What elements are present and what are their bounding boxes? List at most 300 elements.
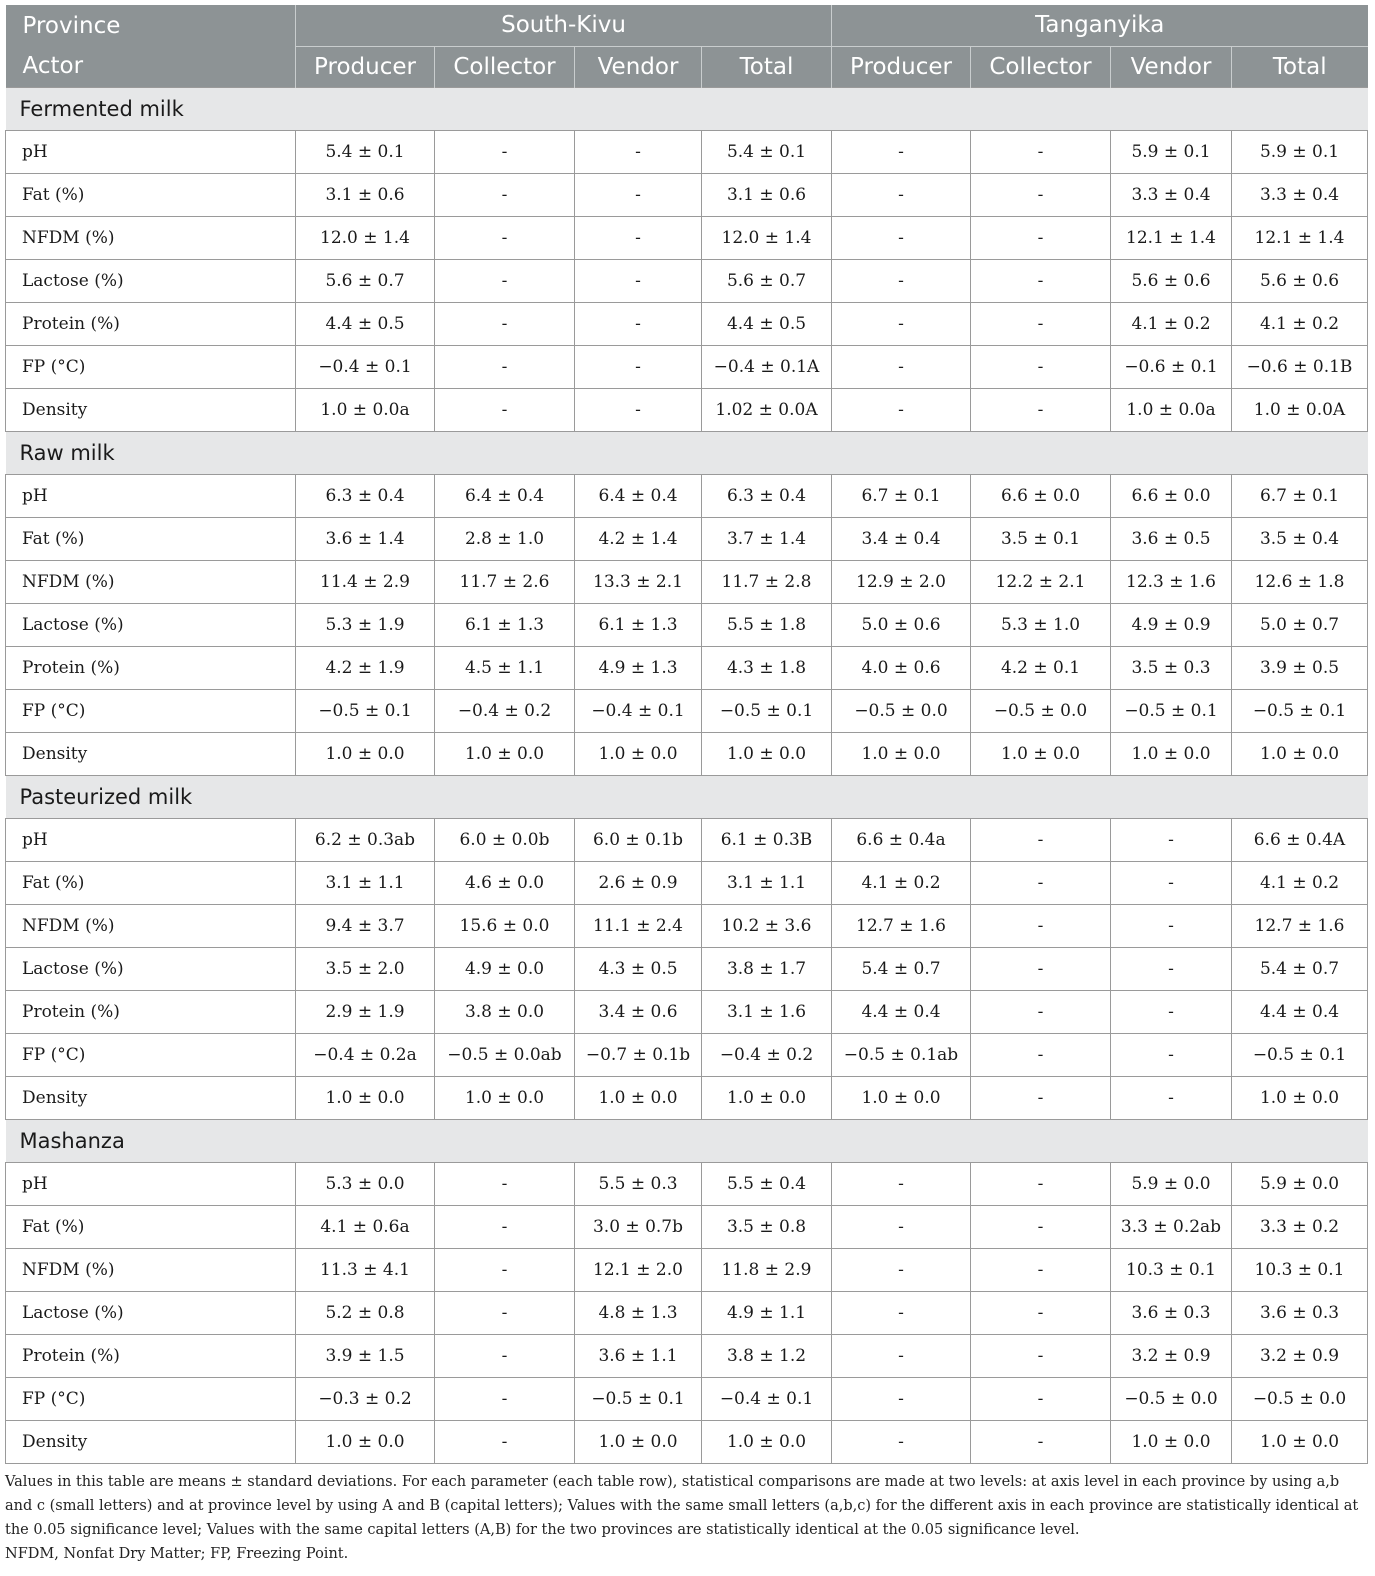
value-cell: 12.1 ± 2.0 xyxy=(575,1248,702,1291)
value-cell: −0.5 ± 0.1 xyxy=(1111,689,1232,732)
value-cell: 1.0 ± 0.0 xyxy=(575,1420,702,1463)
value-cell: - xyxy=(971,947,1111,990)
table-row xyxy=(6,689,1368,732)
value-cell: 1.0 ± 0.0 xyxy=(1232,732,1368,775)
value-cell: 3.7 ± 1.4 xyxy=(702,517,832,560)
parameter-cell: Protein (%) xyxy=(6,990,296,1033)
value-cell: - xyxy=(435,1334,575,1377)
value-cell: - xyxy=(435,388,575,431)
value-cell: 3.3 ± 0.4 xyxy=(1111,173,1232,216)
value-cell: 3.9 ± 1.5 xyxy=(296,1334,435,1377)
section-header-row xyxy=(6,1119,1368,1162)
value-cell: 5.6 ± 0.6 xyxy=(1232,259,1368,302)
value-cell: −0.5 ± 0.1 xyxy=(296,689,435,732)
value-cell: 3.4 ± 0.6 xyxy=(575,990,702,1033)
value-cell: - xyxy=(832,1377,971,1420)
value-cell: 5.9 ± 0.1 xyxy=(1232,130,1368,173)
value-cell: - xyxy=(971,1334,1111,1377)
value-cell: 4.2 ± 0.1 xyxy=(971,646,1111,689)
value-cell: - xyxy=(971,130,1111,173)
value-cell: 5.4 ± 0.1 xyxy=(296,130,435,173)
value-cell: 4.9 ± 1.3 xyxy=(575,646,702,689)
value-cell: 3.5 ± 0.8 xyxy=(702,1205,832,1248)
value-cell: 13.3 ± 2.1 xyxy=(575,560,702,603)
value-cell: 3.1 ± 1.1 xyxy=(296,861,435,904)
value-cell: 3.3 ± 0.2ab xyxy=(1111,1205,1232,1248)
value-cell: - xyxy=(575,302,702,345)
value-cell: - xyxy=(1111,947,1232,990)
value-cell: 1.0 ± 0.0 xyxy=(435,732,575,775)
value-cell: 4.4 ± 0.5 xyxy=(702,302,832,345)
value-cell: 3.5 ± 0.1 xyxy=(971,517,1111,560)
value-cell: 3.1 ± 0.6 xyxy=(702,173,832,216)
milk-quality-table xyxy=(5,5,1368,1464)
value-cell: - xyxy=(971,173,1111,216)
value-cell: −0.5 ± 0.0 xyxy=(1232,1377,1368,1420)
value-cell: 6.1 ± 1.3 xyxy=(435,603,575,646)
value-cell: 3.9 ± 0.5 xyxy=(1232,646,1368,689)
value-cell: 3.4 ± 0.4 xyxy=(832,517,971,560)
section-title: Fermented milk xyxy=(6,87,1368,130)
value-cell: 1.0 ± 0.0A xyxy=(1232,388,1368,431)
parameter-cell: NFDM (%) xyxy=(6,904,296,947)
table-row xyxy=(6,1162,1368,1205)
province-header-row xyxy=(6,5,1368,46)
value-cell: 5.5 ± 0.4 xyxy=(702,1162,832,1205)
value-cell: 5.6 ± 0.7 xyxy=(296,259,435,302)
value-cell: 12.9 ± 2.0 xyxy=(832,560,971,603)
value-cell: - xyxy=(435,1420,575,1463)
value-cell: 12.7 ± 1.6 xyxy=(832,904,971,947)
value-cell: - xyxy=(575,130,702,173)
parameter-cell: Protein (%) xyxy=(6,646,296,689)
parameter-cell: Fat (%) xyxy=(6,517,296,560)
value-cell: −0.5 ± 0.1 xyxy=(1232,689,1368,732)
value-cell: 1.0 ± 0.0 xyxy=(575,732,702,775)
value-cell: −0.5 ± 0.1 xyxy=(702,689,832,732)
value-cell: 12.1 ± 1.4 xyxy=(1232,216,1368,259)
table-row xyxy=(6,947,1368,990)
value-cell: 5.9 ± 0.0 xyxy=(1232,1162,1368,1205)
value-cell: −0.7 ± 0.1b xyxy=(575,1033,702,1076)
value-cell: 5.9 ± 0.1 xyxy=(1111,130,1232,173)
value-cell: - xyxy=(971,302,1111,345)
parameter-cell: NFDM (%) xyxy=(6,216,296,259)
value-cell: 5.4 ± 0.7 xyxy=(832,947,971,990)
value-cell: - xyxy=(971,1291,1111,1334)
parameter-cell: pH xyxy=(6,474,296,517)
value-cell: 5.0 ± 0.7 xyxy=(1232,603,1368,646)
table-row xyxy=(6,818,1368,861)
value-cell: 6.1 ± 1.3 xyxy=(575,603,702,646)
value-cell: 3.1 ± 1.1 xyxy=(702,861,832,904)
value-cell: −0.6 ± 0.1B xyxy=(1232,345,1368,388)
value-cell: 5.5 ± 0.3 xyxy=(575,1162,702,1205)
value-cell: 3.6 ± 0.3 xyxy=(1232,1291,1368,1334)
province-south-kivu: South-Kivu xyxy=(296,5,832,46)
value-cell: 4.0 ± 0.6 xyxy=(832,646,971,689)
value-cell: −0.3 ± 0.2 xyxy=(296,1377,435,1420)
parameter-cell: FP (°C) xyxy=(6,1377,296,1420)
value-cell: −0.6 ± 0.1 xyxy=(1111,345,1232,388)
value-cell: 3.1 ± 1.6 xyxy=(702,990,832,1033)
value-cell: - xyxy=(832,1291,971,1334)
value-cell: 3.8 ± 0.0 xyxy=(435,990,575,1033)
value-cell: 5.4 ± 0.7 xyxy=(1232,947,1368,990)
value-cell: 10.3 ± 0.1 xyxy=(1111,1248,1232,1291)
value-cell: 5.2 ± 0.8 xyxy=(296,1291,435,1334)
value-cell: 6.6 ± 0.0 xyxy=(971,474,1111,517)
value-cell: 6.4 ± 0.4 xyxy=(435,474,575,517)
value-cell: 6.1 ± 0.3B xyxy=(702,818,832,861)
parameter-cell: Fat (%) xyxy=(6,173,296,216)
value-cell: 1.0 ± 0.0 xyxy=(832,1076,971,1119)
value-cell: - xyxy=(435,173,575,216)
value-cell: - xyxy=(971,818,1111,861)
value-cell: −0.4 ± 0.1 xyxy=(702,1377,832,1420)
table-container xyxy=(5,5,1367,1566)
value-cell: 12.3 ± 1.6 xyxy=(1111,560,1232,603)
parameter-cell: Density xyxy=(6,1076,296,1119)
parameter-cell: Protein (%) xyxy=(6,302,296,345)
value-cell: - xyxy=(971,1377,1111,1420)
value-cell: 1.0 ± 0.0a xyxy=(296,388,435,431)
actor-header: Total xyxy=(1232,46,1368,87)
value-cell: 12.7 ± 1.6 xyxy=(1232,904,1368,947)
value-cell: - xyxy=(575,388,702,431)
table-row xyxy=(6,861,1368,904)
value-cell: 4.1 ± 0.2 xyxy=(1111,302,1232,345)
value-cell: 12.6 ± 1.8 xyxy=(1232,560,1368,603)
value-cell: 12.2 ± 2.1 xyxy=(971,560,1111,603)
table-row xyxy=(6,603,1368,646)
table-row xyxy=(6,173,1368,216)
actor-header: Producer xyxy=(296,46,435,87)
value-cell: 6.0 ± 0.0b xyxy=(435,818,575,861)
value-cell: 3.5 ± 0.4 xyxy=(1232,517,1368,560)
value-cell: - xyxy=(435,1205,575,1248)
value-cell: 2.9 ± 1.9 xyxy=(296,990,435,1033)
value-cell: 3.3 ± 0.2 xyxy=(1232,1205,1368,1248)
value-cell: - xyxy=(1111,861,1232,904)
parameter-cell: Lactose (%) xyxy=(6,603,296,646)
value-cell: 3.6 ± 1.4 xyxy=(296,517,435,560)
table-row xyxy=(6,646,1368,689)
value-cell: - xyxy=(971,1420,1111,1463)
value-cell: 3.1 ± 0.6 xyxy=(296,173,435,216)
value-cell: −0.5 ± 0.0 xyxy=(971,689,1111,732)
value-cell: 5.4 ± 0.1 xyxy=(702,130,832,173)
value-cell: −0.5 ± 0.0 xyxy=(832,689,971,732)
value-cell: 1.02 ± 0.0A xyxy=(702,388,832,431)
value-cell: - xyxy=(575,259,702,302)
value-cell: 4.8 ± 1.3 xyxy=(575,1291,702,1334)
value-cell: - xyxy=(1111,1033,1232,1076)
table-row xyxy=(6,345,1368,388)
value-cell: 11.3 ± 4.1 xyxy=(296,1248,435,1291)
value-cell: - xyxy=(832,216,971,259)
parameter-cell: NFDM (%) xyxy=(6,560,296,603)
table-row xyxy=(6,216,1368,259)
parameter-cell: Lactose (%) xyxy=(6,1291,296,1334)
value-cell: - xyxy=(1111,818,1232,861)
value-cell: 6.7 ± 0.1 xyxy=(832,474,971,517)
value-cell: - xyxy=(832,259,971,302)
value-cell: 1.0 ± 0.0 xyxy=(575,1076,702,1119)
province-tanganyika: Tanganyika xyxy=(832,5,1368,46)
value-cell: - xyxy=(832,1248,971,1291)
value-cell: 3.8 ± 1.7 xyxy=(702,947,832,990)
value-cell: 4.4 ± 0.4 xyxy=(832,990,971,1033)
value-cell: −0.4 ± 0.1A xyxy=(702,345,832,388)
section-header-row xyxy=(6,87,1368,130)
value-cell: - xyxy=(971,345,1111,388)
table-row xyxy=(6,560,1368,603)
value-cell: 3.6 ± 0.5 xyxy=(1111,517,1232,560)
value-cell: - xyxy=(435,1162,575,1205)
value-cell: 6.6 ± 0.4A xyxy=(1232,818,1368,861)
table-row xyxy=(6,1291,1368,1334)
value-cell: 3.6 ± 1.1 xyxy=(575,1334,702,1377)
value-cell: - xyxy=(971,1162,1111,1205)
value-cell: 1.0 ± 0.0 xyxy=(832,732,971,775)
value-cell: −0.4 ± 0.1 xyxy=(296,345,435,388)
footnote-statistics: Values in this table are means ± standard deviations. For each parameter (each table row), statistical comparisons are made at two levels: at axis level in each province by using a,b and c (small letters) and at province level by using A and B (capital letters); Values with the same small letters (a,b,c) for the different axis in each province are statistically identical at the 0.05 significance level; Values with the same capital letters (A,B) for the two provinces are statistically identical at the 0.05 significance level. xyxy=(5,1473,1359,1538)
value-cell: - xyxy=(435,345,575,388)
value-cell: 4.5 ± 1.1 xyxy=(435,646,575,689)
actor-header: Vendor xyxy=(575,46,702,87)
table-row xyxy=(6,904,1368,947)
value-cell: - xyxy=(575,345,702,388)
value-cell: - xyxy=(832,1162,971,1205)
value-cell: 4.3 ± 1.8 xyxy=(702,646,832,689)
value-cell: 3.0 ± 0.7b xyxy=(575,1205,702,1248)
table-row xyxy=(6,990,1368,1033)
table-row xyxy=(6,1205,1368,1248)
value-cell: - xyxy=(435,216,575,259)
value-cell: 11.1 ± 2.4 xyxy=(575,904,702,947)
value-cell: 5.3 ± 0.0 xyxy=(296,1162,435,1205)
value-cell: 3.8 ± 1.2 xyxy=(702,1334,832,1377)
value-cell: 5.9 ± 0.0 xyxy=(1111,1162,1232,1205)
actor-header: Producer xyxy=(832,46,971,87)
value-cell: 1.0 ± 0.0 xyxy=(296,1420,435,1463)
table-row xyxy=(6,130,1368,173)
value-cell: 6.0 ± 0.1b xyxy=(575,818,702,861)
value-cell: 4.4 ± 0.4 xyxy=(1232,990,1368,1033)
value-cell: 4.1 ± 0.2 xyxy=(1232,861,1368,904)
parameter-cell: pH xyxy=(6,818,296,861)
value-cell: 4.6 ± 0.0 xyxy=(435,861,575,904)
value-cell: 3.5 ± 2.0 xyxy=(296,947,435,990)
table-row xyxy=(6,1377,1368,1420)
value-cell: 1.0 ± 0.0 xyxy=(435,1076,575,1119)
value-cell: - xyxy=(832,1420,971,1463)
parameter-cell: Fat (%) xyxy=(6,1205,296,1248)
parameter-cell: NFDM (%) xyxy=(6,1248,296,1291)
value-cell: −0.5 ± 0.1 xyxy=(1232,1033,1368,1076)
value-cell: - xyxy=(971,1248,1111,1291)
value-cell: 12.1 ± 1.4 xyxy=(1111,216,1232,259)
table-row xyxy=(6,259,1368,302)
value-cell: - xyxy=(1111,904,1232,947)
value-cell: - xyxy=(435,1291,575,1334)
value-cell: 1.0 ± 0.0 xyxy=(1232,1076,1368,1119)
value-cell: 6.4 ± 0.4 xyxy=(575,474,702,517)
value-cell: 4.9 ± 1.1 xyxy=(702,1291,832,1334)
value-cell: 2.6 ± 0.9 xyxy=(575,861,702,904)
value-cell: - xyxy=(1111,1076,1232,1119)
value-cell: - xyxy=(832,302,971,345)
section-title: Raw milk xyxy=(6,431,1368,474)
actor-header-row xyxy=(6,46,1368,87)
section-title: Pasteurized milk xyxy=(6,775,1368,818)
parameter-cell: Density xyxy=(6,388,296,431)
value-cell: - xyxy=(832,1205,971,1248)
value-cell: 9.4 ± 3.7 xyxy=(296,904,435,947)
value-cell: 11.7 ± 2.8 xyxy=(702,560,832,603)
table-row xyxy=(6,517,1368,560)
value-cell: - xyxy=(971,990,1111,1033)
value-cell: - xyxy=(832,173,971,216)
value-cell: - xyxy=(971,904,1111,947)
value-cell: 1.0 ± 0.0 xyxy=(296,1076,435,1119)
value-cell: 4.9 ± 0.0 xyxy=(435,947,575,990)
value-cell: - xyxy=(971,259,1111,302)
value-cell: 11.4 ± 2.9 xyxy=(296,560,435,603)
parameter-cell: FP (°C) xyxy=(6,689,296,732)
value-cell: - xyxy=(832,345,971,388)
value-cell: 5.3 ± 1.9 xyxy=(296,603,435,646)
value-cell: 5.6 ± 0.6 xyxy=(1111,259,1232,302)
section-header-row xyxy=(6,775,1368,818)
value-cell: 1.0 ± 0.0 xyxy=(1232,1420,1368,1463)
parameter-cell: Fat (%) xyxy=(6,861,296,904)
value-cell: - xyxy=(832,130,971,173)
table-row xyxy=(6,388,1368,431)
value-cell: 10.3 ± 0.1 xyxy=(1232,1248,1368,1291)
value-cell: −0.4 ± 0.1 xyxy=(575,689,702,732)
table-row xyxy=(6,1033,1368,1076)
parameter-cell: Density xyxy=(6,1420,296,1463)
value-cell: 12.0 ± 1.4 xyxy=(702,216,832,259)
value-cell: −0.4 ± 0.2 xyxy=(702,1033,832,1076)
table-row xyxy=(6,1334,1368,1377)
actor-header: Total xyxy=(702,46,832,87)
value-cell: 1.0 ± 0.0a xyxy=(1111,388,1232,431)
actor-header: Vendor xyxy=(1111,46,1232,87)
province-label: Province xyxy=(6,5,296,46)
value-cell: 12.0 ± 1.4 xyxy=(296,216,435,259)
value-cell: 4.4 ± 0.5 xyxy=(296,302,435,345)
value-cell: 2.8 ± 1.0 xyxy=(435,517,575,560)
value-cell: 6.2 ± 0.3ab xyxy=(296,818,435,861)
value-cell: 4.1 ± 0.6a xyxy=(296,1205,435,1248)
value-cell: 1.0 ± 0.0 xyxy=(702,732,832,775)
value-cell: 4.3 ± 0.5 xyxy=(575,947,702,990)
section-title: Mashanza xyxy=(6,1119,1368,1162)
parameter-cell: FP (°C) xyxy=(6,345,296,388)
value-cell: 4.2 ± 1.4 xyxy=(575,517,702,560)
value-cell: 1.0 ± 0.0 xyxy=(1111,732,1232,775)
actor-label: Actor xyxy=(6,46,296,87)
table-row xyxy=(6,1420,1368,1463)
value-cell: - xyxy=(435,130,575,173)
table-row xyxy=(6,474,1368,517)
value-cell: 3.2 ± 0.9 xyxy=(1111,1334,1232,1377)
parameter-cell: pH xyxy=(6,130,296,173)
value-cell: −0.4 ± 0.2 xyxy=(435,689,575,732)
actor-header: Collector xyxy=(435,46,575,87)
value-cell: 4.1 ± 0.2 xyxy=(832,861,971,904)
parameter-cell: FP (°C) xyxy=(6,1033,296,1076)
value-cell: 5.0 ± 0.6 xyxy=(832,603,971,646)
value-cell: 1.0 ± 0.0 xyxy=(296,732,435,775)
value-cell: −0.5 ± 0.0ab xyxy=(435,1033,575,1076)
value-cell: 5.5 ± 1.8 xyxy=(702,603,832,646)
value-cell: 1.0 ± 0.0 xyxy=(1111,1420,1232,1463)
parameter-cell: Lactose (%) xyxy=(6,259,296,302)
footnote-abbreviations: NFDM, Nonfat Dry Matter; FP, Freezing Point. xyxy=(5,1545,349,1562)
value-cell: - xyxy=(435,1248,575,1291)
value-cell: 4.2 ± 1.9 xyxy=(296,646,435,689)
value-cell: - xyxy=(832,1334,971,1377)
table-row xyxy=(6,732,1368,775)
value-cell: 3.6 ± 0.3 xyxy=(1111,1291,1232,1334)
value-cell: 6.3 ± 0.4 xyxy=(296,474,435,517)
table-footnotes xyxy=(5,1470,1367,1566)
value-cell: 1.0 ± 0.0 xyxy=(702,1076,832,1119)
value-cell: - xyxy=(971,216,1111,259)
value-cell: - xyxy=(575,173,702,216)
value-cell: 11.8 ± 2.9 xyxy=(702,1248,832,1291)
value-cell: - xyxy=(971,1033,1111,1076)
value-cell: −0.4 ± 0.2a xyxy=(296,1033,435,1076)
value-cell: - xyxy=(435,302,575,345)
value-cell: 3.5 ± 0.3 xyxy=(1111,646,1232,689)
value-cell: 5.6 ± 0.7 xyxy=(702,259,832,302)
value-cell: - xyxy=(971,861,1111,904)
value-cell: - xyxy=(435,1377,575,1420)
parameter-cell: Lactose (%) xyxy=(6,947,296,990)
value-cell: - xyxy=(971,388,1111,431)
value-cell: −0.5 ± 0.0 xyxy=(1111,1377,1232,1420)
value-cell: 15.6 ± 0.0 xyxy=(435,904,575,947)
table-row xyxy=(6,1248,1368,1291)
value-cell: 3.3 ± 0.4 xyxy=(1232,173,1368,216)
value-cell: 3.2 ± 0.9 xyxy=(1232,1334,1368,1377)
value-cell: 1.0 ± 0.0 xyxy=(971,732,1111,775)
value-cell: 6.7 ± 0.1 xyxy=(1232,474,1368,517)
value-cell: 6.6 ± 0.4a xyxy=(832,818,971,861)
value-cell: - xyxy=(832,388,971,431)
table-row xyxy=(6,302,1368,345)
value-cell: 6.3 ± 0.4 xyxy=(702,474,832,517)
parameter-cell: Protein (%) xyxy=(6,1334,296,1377)
table-body xyxy=(6,87,1368,1463)
value-cell: - xyxy=(435,259,575,302)
value-cell: −0.5 ± 0.1 xyxy=(575,1377,702,1420)
value-cell: 10.2 ± 3.6 xyxy=(702,904,832,947)
value-cell: 5.3 ± 1.0 xyxy=(971,603,1111,646)
section-header-row xyxy=(6,431,1368,474)
value-cell: - xyxy=(1111,990,1232,1033)
value-cell: −0.5 ± 0.1ab xyxy=(832,1033,971,1076)
value-cell: - xyxy=(971,1076,1111,1119)
table-row xyxy=(6,1076,1368,1119)
value-cell: - xyxy=(575,216,702,259)
parameter-cell: pH xyxy=(6,1162,296,1205)
